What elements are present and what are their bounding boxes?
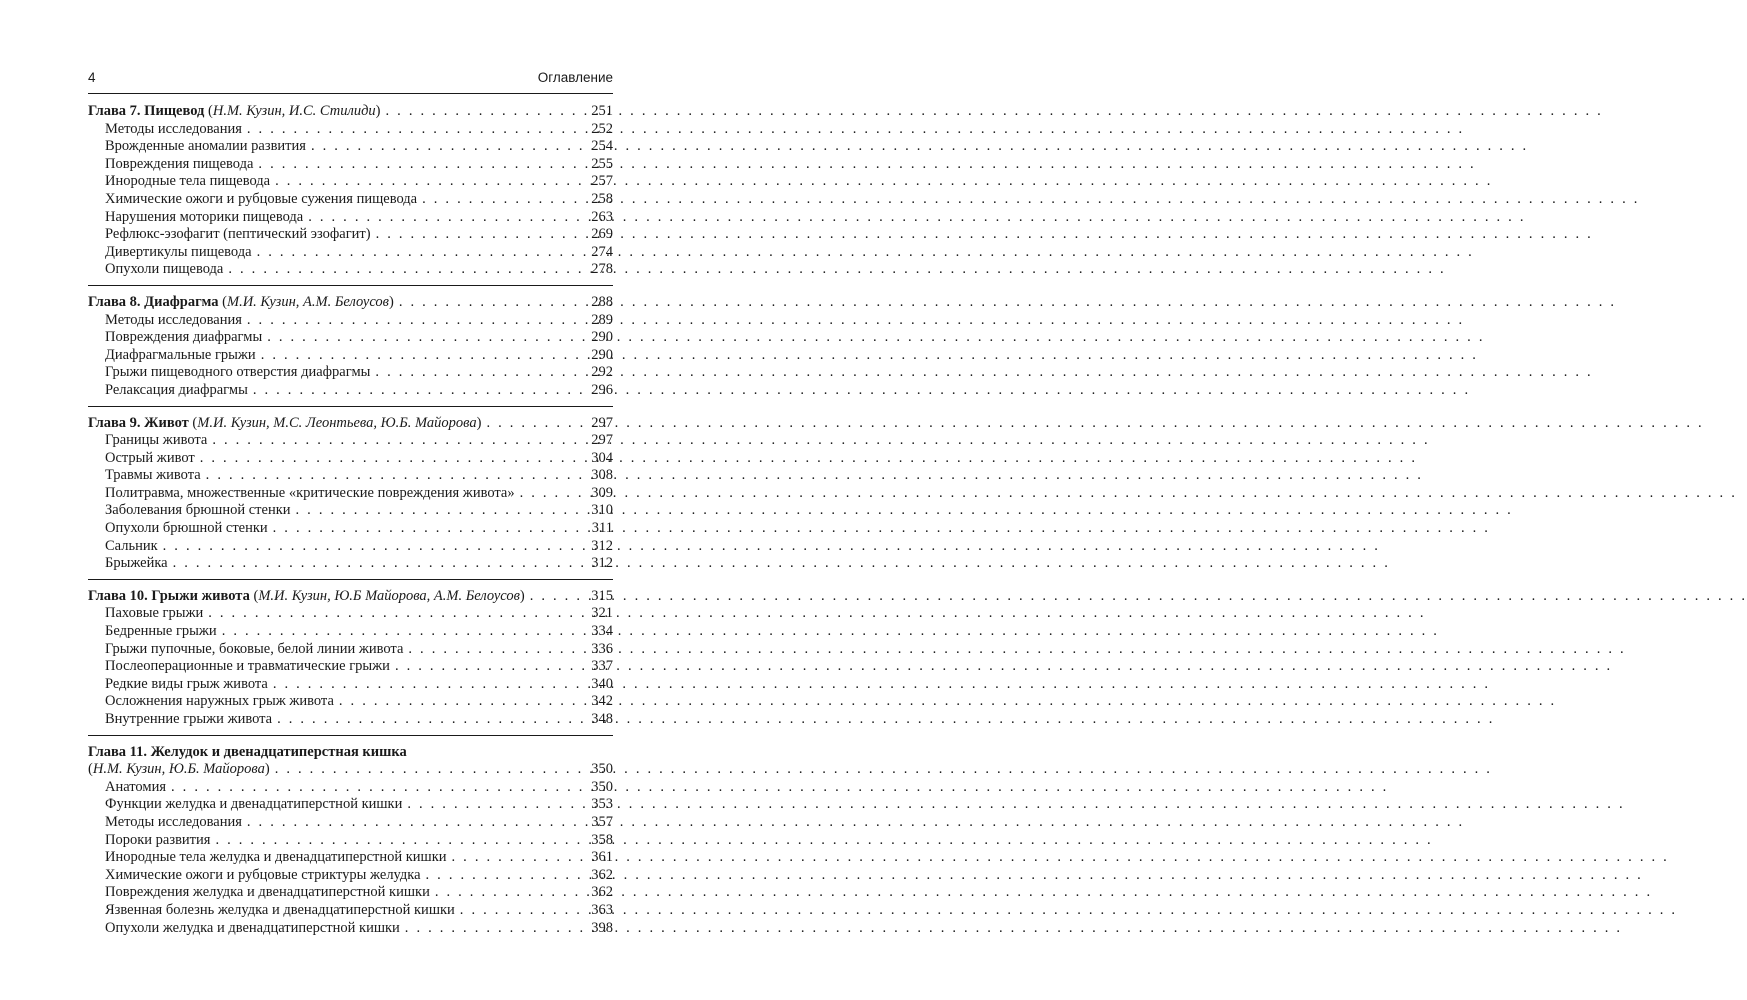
dot-leader [166,779,585,797]
chapter-heading[interactable]: Глава 8. Диафрагма (М.И. Кузин, А.М. Белоусов) . . . 288 [88,294,613,312]
toc-entry[interactable]: Анатомия . . . 350 [88,779,613,797]
chapter-title: Глава 7. Пищевод [88,103,205,119]
chapter-heading[interactable]: Глава 10. Грыжи живота (М.И. Кузин, Ю.Б Майорова, А.М. Белоусов) . . . 315 [88,588,613,606]
page-ref: 309 [591,484,613,501]
page-ref: 334 [591,623,613,640]
dot-leader [303,209,585,227]
page-ref: 296 [591,381,613,398]
page-ref: 290 [591,329,613,346]
page-ref: 263 [591,208,613,225]
toc-entry[interactable]: Диафрагмальные грыжи . . . 290 [88,347,613,365]
page-ref: 278 [591,261,613,278]
toc-entry[interactable]: Язвенная болезнь желудка и двенадцатиперстной кишки . . . 363 [88,902,613,920]
dot-leader [421,867,585,885]
page-ref: 312 [591,555,613,572]
page-ref: 269 [591,226,613,243]
dot-leader [210,832,585,850]
chapter-8 [88,294,613,407]
chapter-heading[interactable]: Глава 9. Живот (М.И. Кузин, М.С. Леонтьева, Ю.Б. Майорова) . . . 297 [88,415,613,433]
chapter-title: Глава 10. Грыжи живота [88,587,250,604]
toc-entry[interactable]: Врожденные аномалии развития . . . 254 [88,138,613,156]
toc-entry[interactable]: Пороки развития . . . 358 [88,832,613,850]
page-ref: 257 [591,173,613,190]
toc-entry[interactable]: Релаксация диафрагмы . . . 296 [88,382,613,400]
dot-leader [253,156,585,174]
toc-entry[interactable]: Границы живота . . . 297 [88,432,613,450]
toc-entry[interactable]: Политравма, множественные «критические повреждения живота» . . . 309 [88,485,613,503]
toc-entry[interactable]: Опухоли пищевода . . . 278 [88,261,613,279]
toc-entry[interactable]: Послеоперационные и травматические грыжи . . . 337 [88,658,613,676]
page-ref: 251 [591,103,613,119]
toc-entry[interactable]: Острый живот . . . 304 [88,450,613,468]
page-ref: 362 [591,884,613,901]
page-ref: 252 [591,120,613,137]
toc-entry[interactable]: Опухоли брюшной стенки . . . 311 [88,520,613,538]
dot-leader [481,415,585,433]
chapter-title: Глава 11. Желудок и двенадцатиперстная кишка [88,743,407,760]
chapter-authors: М.И. Кузин, М.С. Леонтьева, Ю.Б. Майорова [197,414,477,431]
dot-leader [195,450,585,468]
toc-entry[interactable]: Рефлюкс-эзофагит (пептический эзофагит) . . . 269 [88,226,613,244]
dot-leader [270,761,585,779]
dot-leader [242,312,585,330]
chapter-11 [88,744,613,944]
dot-leader [168,555,585,573]
toc-entry[interactable]: Повреждения пищевода . . . 255 [88,156,613,174]
dot-leader [370,364,585,382]
chapter-authors-line[interactable]: (Н.М. Кузин, Ю.Б. Майорова) . . . 350 [88,761,613,779]
toc-entry[interactable]: Внутренние грыжи живота . . . 348 [88,711,613,729]
toc-entry[interactable]: Сальник . . . 312 [88,538,613,556]
toc-entry[interactable]: Паховые грыжи . . . 321 [88,605,613,623]
toc-entry[interactable]: Химические ожоги и рубцовые сужения пищевода . . . 258 [88,191,613,209]
toc-entry[interactable]: Травмы живота . . . 308 [88,467,613,485]
dot-leader [291,502,585,520]
chapter-authors: М.И. Кузин, А.М. Белоусов [227,293,389,310]
page-ref: 288 [591,293,613,310]
toc-entry[interactable]: Инородные тела пищевода . . . 257 [88,173,613,191]
dot-leader [515,485,585,503]
page-ref: 361 [591,849,613,866]
page-ref: 292 [591,364,613,381]
page-ref: 321 [591,605,613,622]
chapter-authors: Н.М. Кузин, Ю.Б. Майорова [92,761,265,778]
toc-entry[interactable]: Методы исследования . . . 357 [88,814,613,832]
toc-entry[interactable]: Повреждения желудка и двенадцатиперстной кишки . . . 362 [88,884,613,902]
dot-leader [455,902,585,920]
dot-leader [430,884,585,902]
dot-leader [223,261,585,279]
toc-entry[interactable]: Опухоли желудка и двенадцатиперстной кишки . . . 398 [88,920,613,938]
dot-leader [400,920,585,938]
page-ref: 258 [591,190,613,207]
chapter-10 [88,588,613,736]
toc-entry[interactable]: Дивертикулы пищевода . . . 274 [88,244,613,262]
dot-leader [403,641,585,659]
page-ref: 255 [591,155,613,172]
dot-leader [203,605,585,623]
dot-leader [417,191,585,209]
chapter-9 [88,415,613,580]
toc-entry[interactable]: Методы исследования . . . 252 [88,121,613,139]
chapter-title: Глава 9. Живот [88,414,189,431]
page-ref: 290 [591,346,613,363]
chapter-title: Глава 8. Диафрагма [88,293,219,310]
dot-leader [270,173,585,191]
dot-leader [268,676,585,694]
toc-entry[interactable]: Брыжейка . . . 312 [88,555,613,573]
dot-leader [390,658,585,676]
page-ref: 312 [591,537,613,554]
page-ref: 297 [591,414,613,431]
dot-leader [242,121,585,139]
dot-leader [268,520,585,538]
dot-leader [201,467,585,485]
dot-leader [158,538,585,556]
dot-leader [217,623,585,641]
toc-entry[interactable]: Повреждения диафрагмы . . . 290 [88,329,613,347]
page-ref: 311 [591,520,613,537]
toc-entry[interactable]: Грыжи пупочные, боковые, белой линии живота . . . 336 [88,641,613,659]
toc-entry[interactable]: Нарушения моторики пищевода . . . 263 [88,209,613,227]
dot-leader [242,814,585,832]
dot-leader [256,347,585,365]
toc-entry[interactable]: Инородные тела желудка и двенадцатиперстной кишки . . . 361 [88,849,613,867]
dot-leader [371,226,585,244]
page-ref: 362 [591,866,613,883]
page-header [88,70,613,85]
dot-leader [381,103,585,121]
page-ref: 308 [591,467,613,484]
dot-leader [252,244,585,262]
page-ref: 337 [591,658,613,675]
page-ref: 342 [591,693,613,710]
dot-leader [306,138,585,156]
chapter-authors: М.И. Кузин, Ю.Б Майорова, А.М. Белоусов [258,587,520,604]
dot-leader [272,711,585,729]
header-divider [88,93,613,94]
page-ref: 310 [591,502,613,519]
page-ref: 336 [591,640,613,657]
dot-leader [447,849,585,867]
toc-entry[interactable]: Заболевания брюшной стенки . . . 310 [88,502,613,520]
chapter-heading[interactable]: Глава 7. Пищевод (Н.М. Кузин, И.С. Стилиди) . . . 251 [88,103,613,121]
page-ref: 350 [591,761,613,778]
dot-leader [402,796,585,814]
dot-leader [248,382,585,400]
chapter-authors: Н.М. Кузин, И.С. Стилиди [212,103,376,119]
toc-entry[interactable]: Методы исследования . . . 289 [88,312,613,330]
chapter-heading[interactable] [88,744,613,762]
page-ref: 254 [591,138,613,155]
page-ref: 353 [591,796,613,813]
table-of-contents [88,103,613,951]
toc-entry[interactable]: Осложнения наружных грыж живота . . . 342 [88,693,613,711]
page-ref: 363 [591,901,613,918]
page-number: 4 [88,70,96,85]
running-title: Оглавление [537,70,613,85]
page-ref: 304 [591,449,613,466]
dot-leader [525,588,585,606]
page-ref: 340 [591,675,613,692]
toc-entry[interactable]: Бедренные грыжи . . . 334 [88,623,613,641]
page-ref: 274 [591,243,613,260]
toc-entry[interactable]: Химические ожоги и рубцовые стриктуры желудка . . . 362 [88,867,613,885]
page-ref: 350 [591,778,613,795]
toc-entry[interactable]: Редкие виды грыж живота . . . 340 [88,676,613,694]
dot-leader [394,294,585,312]
toc-entry[interactable]: Функции желудка и двенадцатиперстной кишки . . . 353 [88,796,613,814]
toc-entry[interactable]: Грыжи пищеводного отверстия диафрагмы . . . 292 [88,364,613,382]
page-ref: 315 [591,587,613,604]
dot-leader [262,329,585,347]
dot-leader [207,432,585,450]
page-ref: 398 [591,919,613,936]
page-ref: 297 [591,432,613,449]
page-ref: 357 [591,813,613,830]
page-ref: 358 [591,831,613,848]
chapter-7 [88,103,613,286]
dot-leader [334,693,585,711]
page-ref: 289 [591,311,613,328]
page-ref: 348 [591,711,613,727]
